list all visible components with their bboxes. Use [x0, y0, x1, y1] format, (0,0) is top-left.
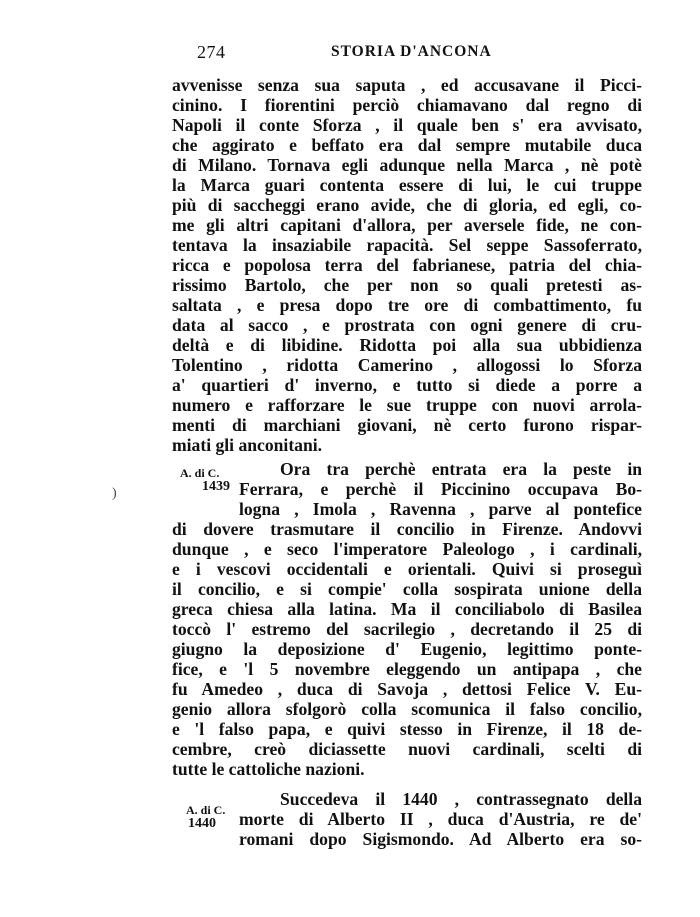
text-line: deltà e di libidine. Ridotta poi alla sua ubbidienza	[172, 335, 642, 355]
text-line: e 'l falso papa, e quivi stesso in Firenze, il 18 de-	[172, 719, 642, 739]
text-line: fu Amedeo , duca di Savoja , dettosi Felice V. Eu-	[172, 679, 642, 699]
text-line-paragraph-start: Succedeva il 1440 , contrassegnato della	[280, 789, 642, 809]
text-line: numero e rafforzare le sue truppe con nuovi arrola-	[172, 395, 642, 415]
margin-note	[186, 804, 225, 830]
margin-note	[180, 467, 230, 493]
margin-note-year: 1439	[202, 479, 230, 494]
text-line: il concilio, e si compie' colla sospirata unione della	[172, 579, 642, 599]
text-line-paragraph-end: tutte le cattoliche nazioni.	[172, 759, 365, 779]
text-line: romani dopo Sigismondo. Ad Alberto era so-	[239, 829, 642, 849]
running-title: STORIA D'ANCONA	[331, 43, 492, 60]
text-line: genio allora sfolgorò colla scomunica il falso concilio,	[172, 699, 642, 719]
text-line: data al sacco , e prostrata con ogni genere di cru-	[172, 315, 642, 335]
margin-note-label: A. di C.	[186, 803, 226, 817]
text-line: e i vescovi occidentali e orientali. Quivi si proseguì	[172, 559, 642, 579]
text-line: me gli altri capitani d'allora, per aversele fide, ne con-	[172, 215, 642, 235]
text-line: di dovere trasmutare il concilio in Firenze. Andovvi	[172, 519, 642, 539]
text-line: Ferrara, e perchè il Piccinino occupava Bo-	[239, 479, 642, 499]
margin-note-year: 1440	[188, 816, 216, 831]
text-line: Napoli il conte Sforza , il quale ben s' era avvisato,	[172, 115, 642, 135]
text-line: saltata , e presa dopo tre ore di combattimento, fu	[172, 295, 642, 315]
margin-ink-mark: )	[112, 486, 117, 501]
text-line: dunque , e seco l'imperatore Paleologo , i cardinali,	[172, 539, 642, 559]
text-line: giugno la deposizione d' Eugenio, legittimo ponte-	[172, 639, 642, 659]
page-number: 274	[197, 42, 226, 62]
text-line: più di saccheggi erano avide, che di gloria, ed egli, co-	[172, 195, 642, 215]
margin-note-label: A. di C.	[180, 466, 220, 480]
text-line: fice, e 'l 5 novembre eleggendo un antipapa , che	[172, 659, 642, 679]
text-line: morte di Alberto II , duca d'Austria, re de'	[239, 809, 642, 829]
text-line: che aggirato e beffato era dal sempre mutabile duca	[172, 135, 642, 155]
text-line-paragraph-start: Ora tra perchè entrata era la peste in	[280, 459, 642, 479]
text-line: greca chiesa alla latina. Ma il conciliabolo di Basilea	[172, 599, 642, 619]
text-line: cinino. I fiorentini perciò chiamavano dal regno di	[172, 95, 642, 115]
text-line: menti di marchiani giovani, nè certo furono rispar-	[172, 415, 642, 435]
text-line: di Milano. Tornava egli adunque nella Marca , nè potè	[172, 155, 642, 175]
text-line: toccò l' estremo del sacrilegio , decretando il 25 di	[172, 619, 642, 639]
text-line: Tolentino , ridotta Camerino , allogossi lo Sforza	[172, 355, 642, 375]
text-line-paragraph-end: miati gli anconitani.	[172, 435, 323, 455]
text-line: cembre, creò diciassette nuovi cardinali, scelti di	[172, 739, 642, 759]
text-line: la Marca guari contenta essere di lui, le cui truppe	[172, 175, 642, 195]
text-line: a' quartieri d' inverno, e tutto si diede a porre a	[172, 375, 642, 395]
page-header	[197, 42, 657, 68]
text-line: tentava la insaziabile rapacità. Sel seppe Sassoferrato,	[172, 235, 642, 255]
text-line: rissimo Bartolo, che per non so quali pretesti as-	[172, 275, 642, 295]
text-line: logna , Imola , Ravenna , parve al pontefice	[239, 499, 642, 519]
text-line: ricca e popolosa terra del fabrianese, patria del chia-	[172, 255, 642, 275]
text-line: avvenisse senza sua saputa , ed accusavane il Picci-	[172, 75, 642, 95]
